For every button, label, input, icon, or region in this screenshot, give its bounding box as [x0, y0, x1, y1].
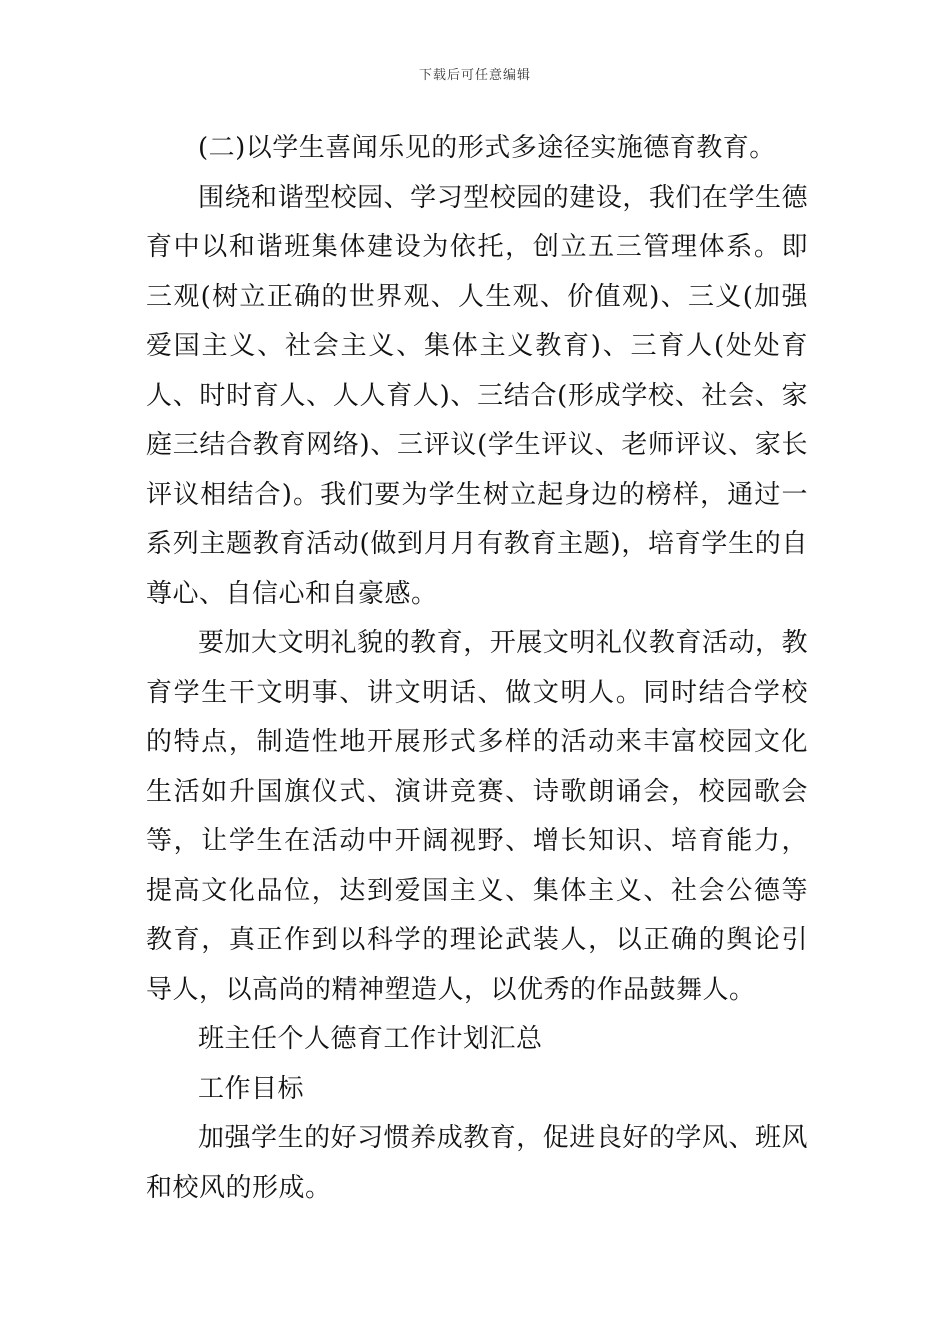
- document-body: [146, 124, 808, 1213]
- paragraph-work-goals-text: 加强学生的好习惯养成教育，促进良好的学风、班风和校风的形成。: [146, 1123, 808, 1203]
- paragraph-harmonious-campus: 围绕和谐型校园、学习型校园的建设，我们在学生德育中以和谐班集体建设为依托，创立五三管理体系。即三观(树立正确的世界观、人生观、价值观)、三义(加强爱国主义、社会主义、集体主义教育)、三育人(处处育人、时时育人、人人育人)、三结合(形成学校、社会、家庭三结合教育网络)、三评议(学生评议、老师评议、家长评议相结合)。我们要为学生树立起身边的榜样，通过一系列主题教育活动(做到月月有教育主题)，培育学生的自尊心、自信心和自豪感。: [146, 182, 808, 609]
- paragraph-work-goals-heading: 工作目标: [198, 1073, 305, 1104]
- paragraph-plan-title: 班主任个人德育工作计划汇总: [198, 1024, 543, 1054]
- paragraph-civility-education: 要加大文明礼貌的教育，开展文明礼仪教育活动，教育学生干文明事、讲文明话、做文明人。同时结合学校的特点，制造性地开展形式多样的活动来丰富校园文化生活如升国旗仪式、演讲竞赛、诗歌朗诵会，校园歌会等，让学生在活动中开阔视野、增长知识、培育能力，提高文化品位，达到爱国主义、集体主义、社会公德等教育，真正作到以科学的理论武装人，以正确的舆论引导人，以高尚的精神塑造人，以优秀的作品鼓舞人。: [146, 628, 808, 1005]
- page-header: 下载后可任意编辑: [418, 68, 531, 83]
- paragraph-section-heading: (二)以学生喜闻乐见的形式多途径实施德育教育。: [198, 133, 776, 163]
